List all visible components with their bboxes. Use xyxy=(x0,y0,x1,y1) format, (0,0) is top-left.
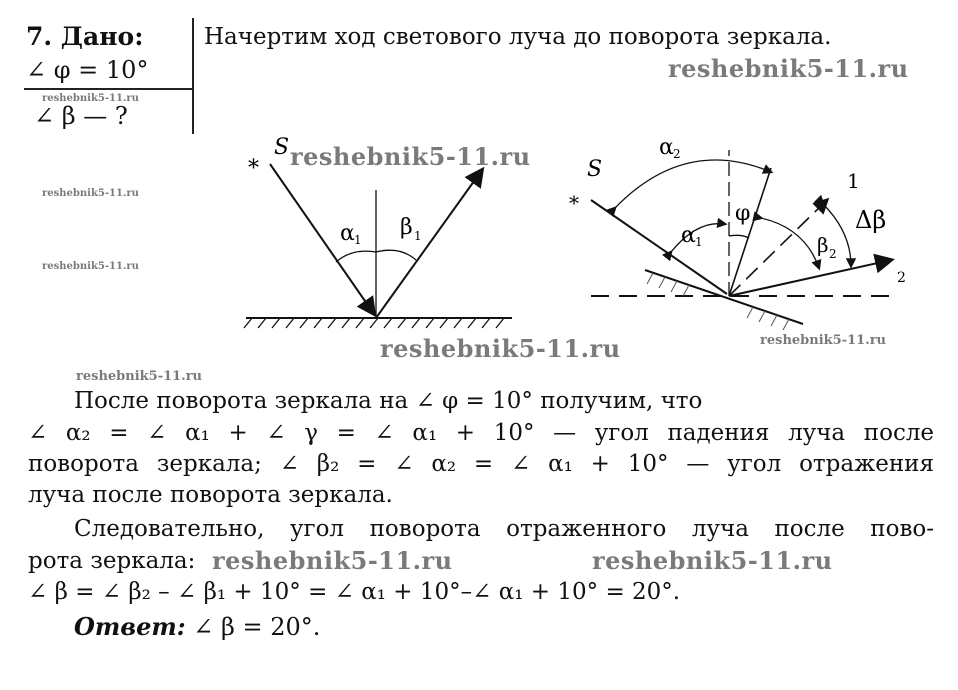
beta2-sub: 2 xyxy=(829,247,837,261)
watermark: reshebnik5-11.ru xyxy=(380,334,621,363)
word: отражения xyxy=(799,451,935,477)
given-separator xyxy=(192,18,194,134)
rotated-mirror xyxy=(645,270,803,324)
alpha1-label: α xyxy=(681,223,696,248)
watermark: reshebnik5-11.ru xyxy=(42,93,139,104)
word: ∠ β₂ = ∠ α₂ = ∠ α₁ + 10° xyxy=(279,451,669,477)
word: падения xyxy=(667,420,770,446)
word: угол xyxy=(727,451,782,477)
solution-line-6: рота зеркала: xyxy=(28,548,196,574)
word: после xyxy=(774,516,845,542)
answer-label: Ответ: xyxy=(74,612,186,641)
solution-line-7: ∠ β = ∠ β₂ – ∠ β₁ + 10° = ∠ α₁ + 10°–∠ α₁ + 10° = 20°. xyxy=(28,579,681,605)
word: — xyxy=(686,451,710,477)
alpha1-sub: 1 xyxy=(695,235,703,249)
ray1-label: 1 xyxy=(847,169,860,193)
watermark: reshebnik5-11.ru xyxy=(290,142,531,171)
alpha2-sub: 2 xyxy=(673,147,681,161)
angle-arc-beta2 xyxy=(761,218,819,268)
word: — xyxy=(553,420,577,446)
watermark: reshebnik5-11.ru xyxy=(76,369,203,384)
word: пово- xyxy=(870,516,935,542)
watermark: reshebnik5-11.ru xyxy=(42,188,139,199)
beta1-label: β xyxy=(400,215,413,240)
alpha1-label: α xyxy=(340,221,355,246)
word: Следовательно, xyxy=(74,516,265,542)
solution-line-2 xyxy=(28,420,934,446)
rotated-mirror-hatch xyxy=(647,273,789,330)
star-icon: ⁎ xyxy=(248,149,259,174)
solution-line-4: луча после поворота зеркала. xyxy=(28,482,393,508)
alpha1-sub: 1 xyxy=(354,233,362,247)
delta-beta-label: Δβ xyxy=(855,206,887,234)
solution-line-1: После поворота зеркала на ∠ φ = 10° получим, что xyxy=(74,388,703,414)
given-divider xyxy=(24,88,194,90)
ray2-label: 2 xyxy=(897,270,906,286)
angle-arc-alpha1 xyxy=(336,251,376,262)
watermark: reshebnik5-11.ru xyxy=(592,546,833,575)
mirror-hatch xyxy=(244,318,504,328)
angle-arc-phi xyxy=(729,235,749,238)
word: угол xyxy=(594,420,649,446)
intro-text: Начертим ход светового луча до поворота зеркала. xyxy=(204,24,832,50)
source-label: S xyxy=(587,157,603,182)
reflected-ray-2 xyxy=(729,260,891,296)
word: поворота xyxy=(28,451,139,477)
beta1-sub: 1 xyxy=(414,229,422,243)
given-phi: ∠ φ = 10° xyxy=(26,56,149,84)
angle-arc-beta1 xyxy=(376,250,416,260)
answer xyxy=(74,612,320,641)
word: после xyxy=(863,420,935,446)
word: поворота xyxy=(369,516,481,542)
reflected-ray xyxy=(376,170,482,318)
source-label: S xyxy=(274,135,290,160)
word: отраженного xyxy=(506,516,667,542)
watermark: reshebnik5-11.ru xyxy=(42,261,139,272)
figure-reflection-after xyxy=(565,128,915,343)
given-find: ∠ β — ? xyxy=(34,102,128,130)
solution-line-5 xyxy=(74,516,934,542)
watermark: reshebnik5-11.ru xyxy=(668,54,909,83)
solution-line-3 xyxy=(28,451,934,477)
word: ∠ α₂ = ∠ α₁ + ∠ γ = ∠ α₁ + 10° xyxy=(28,420,535,446)
phi-label: φ xyxy=(735,201,751,226)
word: зеркала; xyxy=(156,451,262,477)
watermark: reshebnik5-11.ru xyxy=(760,333,887,348)
watermark: reshebnik5-11.ru xyxy=(212,546,453,575)
beta2-label: β xyxy=(817,233,829,257)
answer-value: ∠ β = 20°. xyxy=(193,613,321,641)
given-title: 7. Дано: xyxy=(26,22,144,51)
word: луча xyxy=(691,516,749,542)
incident-ray xyxy=(591,200,727,294)
rotated-normal xyxy=(729,168,771,296)
word: угол xyxy=(290,516,345,542)
word: луча xyxy=(788,420,846,446)
figure-reflection-before xyxy=(240,130,530,330)
star-icon: ⁎ xyxy=(569,185,579,209)
alpha2-label: α xyxy=(659,135,674,160)
